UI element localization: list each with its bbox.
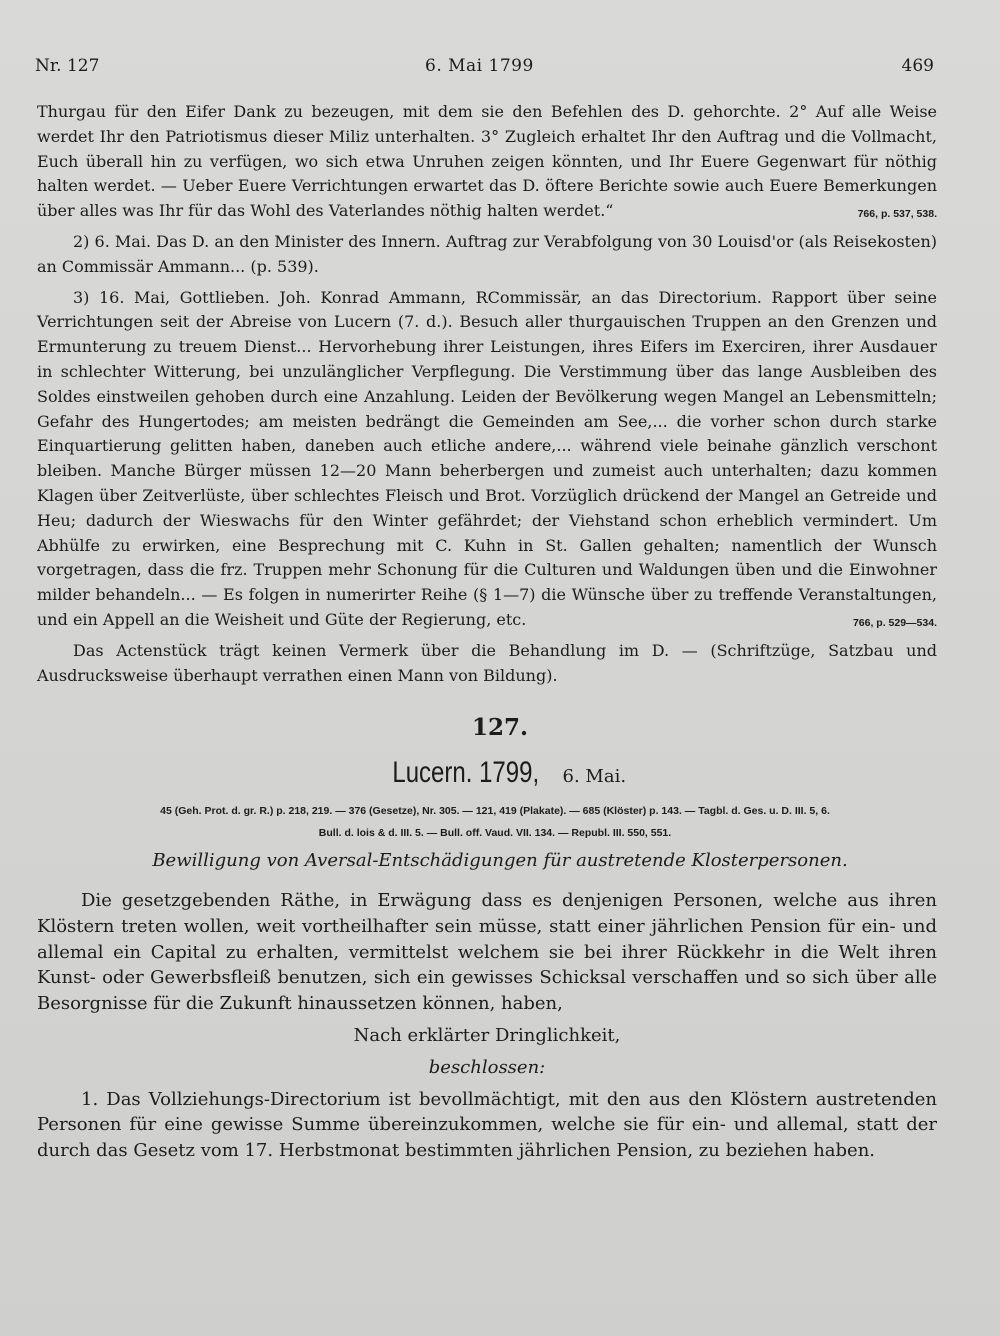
document-title xyxy=(0,756,1000,790)
paragraph: Das Actenstück trägt keinen Vermerk über die Behandlung im D. — (Schriftzüge, Satzbau und Ausdrucksweise überhaupt verrathen einen Mann von Bildung). xyxy=(37,640,937,685)
archive-references: 45 (Geh. Prot. d. gr. R.) p. 218, 219. — 376 (Gesetze), Nr. 305. — 121, 419 (Plakate). — 685 (Klöster) p. 143. — Tagbl. d. Ges. u. D. III. 5, 6. Bull. d. lois & d. III. 5. — Bull. off. Vaud. VII. 134. — Republ. III. 550, 551. xyxy=(160,805,830,839)
document-date: 6. Mai. xyxy=(562,766,627,787)
decree-text xyxy=(37,888,937,1164)
paragraph: 2) 6. Mai. Das D. an den Minister des Innern. Auftrag zur Verabfolgung von 30 Louisd'or (als Reisekosten) an Commissär Ammann... (p. 539). xyxy=(37,231,937,276)
page-number: 469 xyxy=(901,56,934,76)
source-reference: 766, p. 529—534. xyxy=(852,616,937,629)
running-header xyxy=(35,56,934,86)
paragraph: 3) 16. Mai, Gottlieben. Joh. Konrad Ammann, RCommissär, an das Directorium. Rapport über seine Verrichtungen seit der Abreise von Lucern (7. d.). Besuch aller thurgauischen Truppen an den Grenzen und Ermunterung zu treuem Dienst... Hervorhebung ihrer Leistungen, ihres Eifers im Exerciren, ihrer Ausdauer in schlechter Witterung, bei unzulänglicher Verpflegung. Die Verstimmung über das lange Ausbleiben des Soldes einstweilen gehoben durch eine Anzahlung. Leiden der Bevölkerung wegen Mangel an Lebensmitteln; Gefahr des Hungertodes; am meisten bedrängt die Gemeinden am See,... die vorher schon durch starke Einquartierung gelitten haben, daneben auch etliche andere,... während viele beinahe gänzlich verschont bleiben. Manche Bürger müssen 12—20 Mann beherbergen und zumeist auch unterhalten; dazu kommen Klagen über Zeitverlüste, über schlechtes Fleisch und Brot. Vorzüglich drückend der Mangel an Getreide und Heu; dadurch der Wieswachs für den Winter gefährdet; der Viehstand schon erheblich vermindert. Um Abhülfe zu erwirken, eine Besprechung mit C. Kuhn in St. Gallen gehalten; namentlich der Wunsch vorgetragen, dass die frz. Truppen mehr Schonung für die Culturen und Waldungen üben und die Einwohner milder behandeln... — Es folgen in numerirter Reihe (§ 1—7) die Wünsche über zu treffende Veranstaltungen, und ein Appell an die Weisheit und Güte der Regierung, etc. 766, p. 529—534. xyxy=(37,286,937,633)
urgency-line: Nach erklärter Dringlichkeit, xyxy=(353,1024,621,1046)
document-number: 127. xyxy=(471,714,529,741)
date-header: 6. Mai 1799 xyxy=(425,56,534,76)
preamble: Die gesetzgebenden Räthe, in Erwägung dass es denjenigen Personen, welche aus ihren Klöstern treten wollen, weit vortheilhafter sein müsse, statt einer jährlichen Pension für ein- und allemal ein Capital zu erhalten, vermittelst welchem sie bei ihrer Rückkehr in die Welt ihren Kunst- oder Gewerbsfleiß benutzen, sich ein gewisses Schicksal verschaffen und so sich über alle Besorgnisse für die Zukunft hinaussetzen können, haben, xyxy=(37,890,937,1015)
article-1: 1. Das Vollziehungs-Directorium ist bevollmächtigt, mit den aus den Klöstern austretenden Personen für eine gewisse Summe übereinzukommen, welche sie für ein- und allemal, statt der durch das Gesetz vom 17. Herbstmonat bestimmten jährlichen Pension, zu beziehen haben. xyxy=(37,1088,937,1162)
document-subtitle: Bewilligung von Aversal-Entschädigungen für austretende Klosterpersonen. xyxy=(152,850,848,871)
resolved-line: beschlossen: xyxy=(428,1056,546,1078)
previous-document-continuation xyxy=(37,100,937,688)
place-year: Lucern. 1799, xyxy=(392,756,540,789)
paragraph: Thurgau für den Eifer Dank zu bezeugen, mit dem sie den Befehlen des D. gehorchte. 2° Auf alle Weise werdet Ihr den Patriotismus dieser Miliz unterhalten. 3° Zugleich erhaltet Ihr den Auftrag und die Vollmacht, Euch überall hin zu verfügen, wo sich etwa Unruhen zeigen könnten, und Ihr Euere Gegenwart für nöthig halten werdet. — Ueber Euere Verrichtungen erwartet das D. öftere Berichte sowie auch Euere Bemerkungen über alles was Ihr für das Wohl des Vaterlandes nöthig halten werdet.“ 766, p. 537, 538. xyxy=(37,100,937,224)
document-number-header: Nr. 127 xyxy=(35,56,100,76)
source-reference: 766, p. 537, 538. xyxy=(857,208,937,221)
